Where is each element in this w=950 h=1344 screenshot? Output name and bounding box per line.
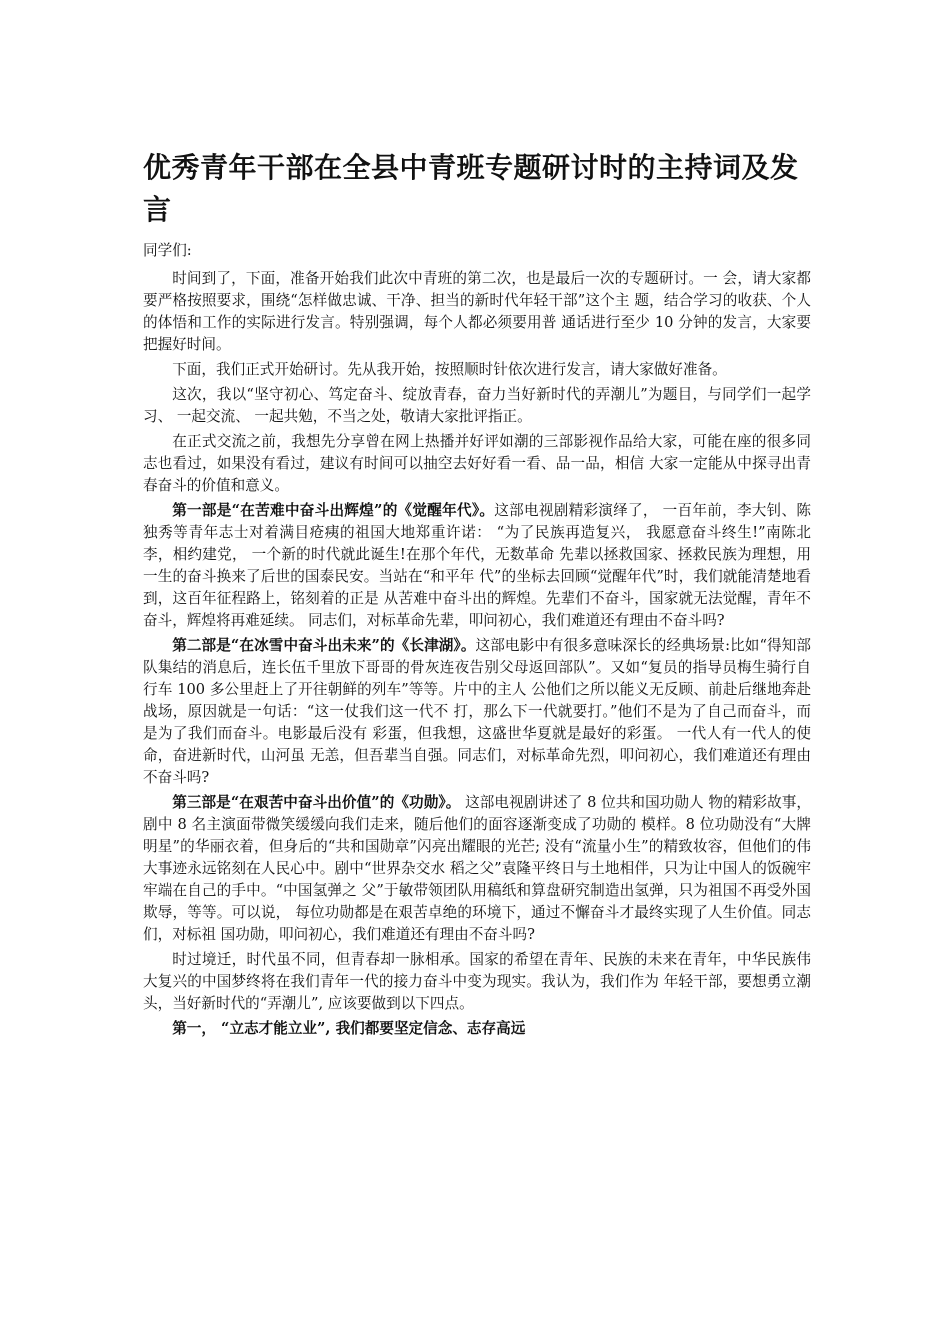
paragraph: [143, 792, 811, 946]
paragraph-text: 在正式交流之前，我想先分享曾在网上热播并好评如潮的三部影视作品给大家，可能在座的很多同志也看过，如果没有看过，建议有时间可以抽空去好好看一看、品一品，相信 大家一定能从中探寻出青春奋斗的价值和意义。: [143, 433, 811, 494]
paragraph: [143, 635, 811, 789]
paragraph-text: 这部电视剧讲述了 8 位共和国功勋人 物的精彩故事，剧中 8 名主演面带微笑缓缓向我们走来，随后他们的面容逐渐变成了功勋的 模样。8 位功勋没有“大牌明星”的华丽衣着，但身后的“共和国勋章”闪亮出耀眼的光芒; 没有“流量小生”的精致妆容，但他们的伟大事迹永远铭刻在人民心中。剧中“世界杂交水 稻之父”袁隆平终日与土地相伴，只为让中国人的饭碗牢牢端在自己的手中。“中国氢弹之 父”于敏带领团队用稿纸和算盘研究制造出氢弹，只为祖国不再受外国欺辱，等等。可以说， 每位功勋都是在艰苦卓绝的环境下，通过不懈奋斗才最终实现了人生价值。同志们，对标祖 国功勋，叩问初心，我们难道还有理由不奋斗吗?: [143, 794, 811, 943]
paragraph: [143, 1018, 811, 1040]
paragraph-lead: 第一， “立志才能立业”, 我们都要坚定信念、志存高远: [172, 1020, 526, 1037]
paragraph-lead: 第二部是“在冰雪中奋斗出未来”的《长津湖》。: [172, 637, 476, 654]
paragraph: [143, 949, 811, 1015]
paragraph-text: 下面，我们正式开始研讨。先从我开始，按照顺时针依次进行发言，请大家做好准备。: [172, 361, 727, 378]
paragraph: [143, 268, 811, 356]
paragraph-lead: 第三部是“在艰苦中奋斗出价值”的《功勋》。: [172, 794, 461, 811]
paragraph-text: 这部电影中有很多意味深长的经典场景:比如“得知部队集结的消息后，连长伍千里放下哥哥的骨灰连夜告别父母返回部队”。又如“复员的指导员梅生骑行自行车 100 多公里赶上了开往朝鲜的列车”等等。片中的主人 公他们之所以能义无反顾、前赴后继地奔赴战场，原因就是一句话：“这一仗我们这一代不 打，那么下一代就要打。”他们不是为了自己而奋斗，而是为了我们而奋斗。电影最后没有 彩蛋，但我想，这盛世华夏就是最好的彩蛋。 一代人有一代人的使命，奋进新时代，山河虽 无恙，但吾辈当自强。同志们，对标革命先烈，叩问初心，我们难道还有理由不奋斗吗?: [143, 637, 811, 786]
paragraph-text: 时间到了，下面，准备开始我们此次中青班的第二次，也是最后一次的专题研讨。一 会，请大家都要严格按照要求，围绕“怎样做忠诚、干净、担当的新时代年轻干部”这个主 题，结合学习的收获、个人的体悟和工作的实际进行发言。特别强调，每个人都必须要用普 通话进行至少 10 分钟的发言，大家要把握好时间。: [143, 270, 811, 353]
paragraph-text: 这部电视剧精彩演绎了， 一百年前，李大钊、陈独秀等青年志士对着满目疮痍的祖国大地郑重许诺： “为了民族再造复兴， 我愿意奋斗终生!”南陈北李，相约建党， 一个新的时代就此诞生!在那个年代，无数革命 先辈以拯救国家、拯救民族为理想，用一生的奋斗换来了后世的国泰民安。当站在“和平年 代”的坐标去回顾“觉醒年代”时，我们就能清楚地看到，这百年征程路上，铭刻着的正是 从苦难中奋斗出的辉煌。先辈们不奋斗，国家就无法觉醒，青年不奋斗，辉煌将再难延续。 同志们，对标革命先辈，叩问初心，我们难道还有理由不奋斗吗?: [143, 502, 811, 629]
salutation: 同学们:: [143, 242, 192, 259]
paragraph-lead: 第一部是“在苦难中奋斗出辉煌”的《觉醒年代》。: [172, 502, 495, 519]
paragraph-text: 这次，我以“坚守初心、笃定奋斗、绽放青春，奋力当好新时代的弄潮儿”为题目，与同学们一起学习、 一起交流、 一起共勉，不当之处，敬请大家批评指正。: [143, 386, 811, 425]
document-body: [143, 240, 811, 1043]
document-title: 优秀青年干部在全县中青班专题研讨时的主持词及发言: [143, 151, 799, 226]
paragraph: [143, 359, 811, 381]
paragraph: [143, 384, 811, 428]
paragraph: [143, 431, 811, 497]
paragraph: [143, 500, 811, 632]
paragraph-text: 时过境迁，时代虽不同，但青春却一脉相承。国家的希望在青年、民族的未来在青年，中华民族伟大复兴的中国梦终将在我们青年一代的接力奋斗中变为现实。我认为，我们作为 年轻干部，要想勇立潮头，当好新时代的“弄潮儿”, 应该要做到以下四点。: [143, 951, 811, 1012]
